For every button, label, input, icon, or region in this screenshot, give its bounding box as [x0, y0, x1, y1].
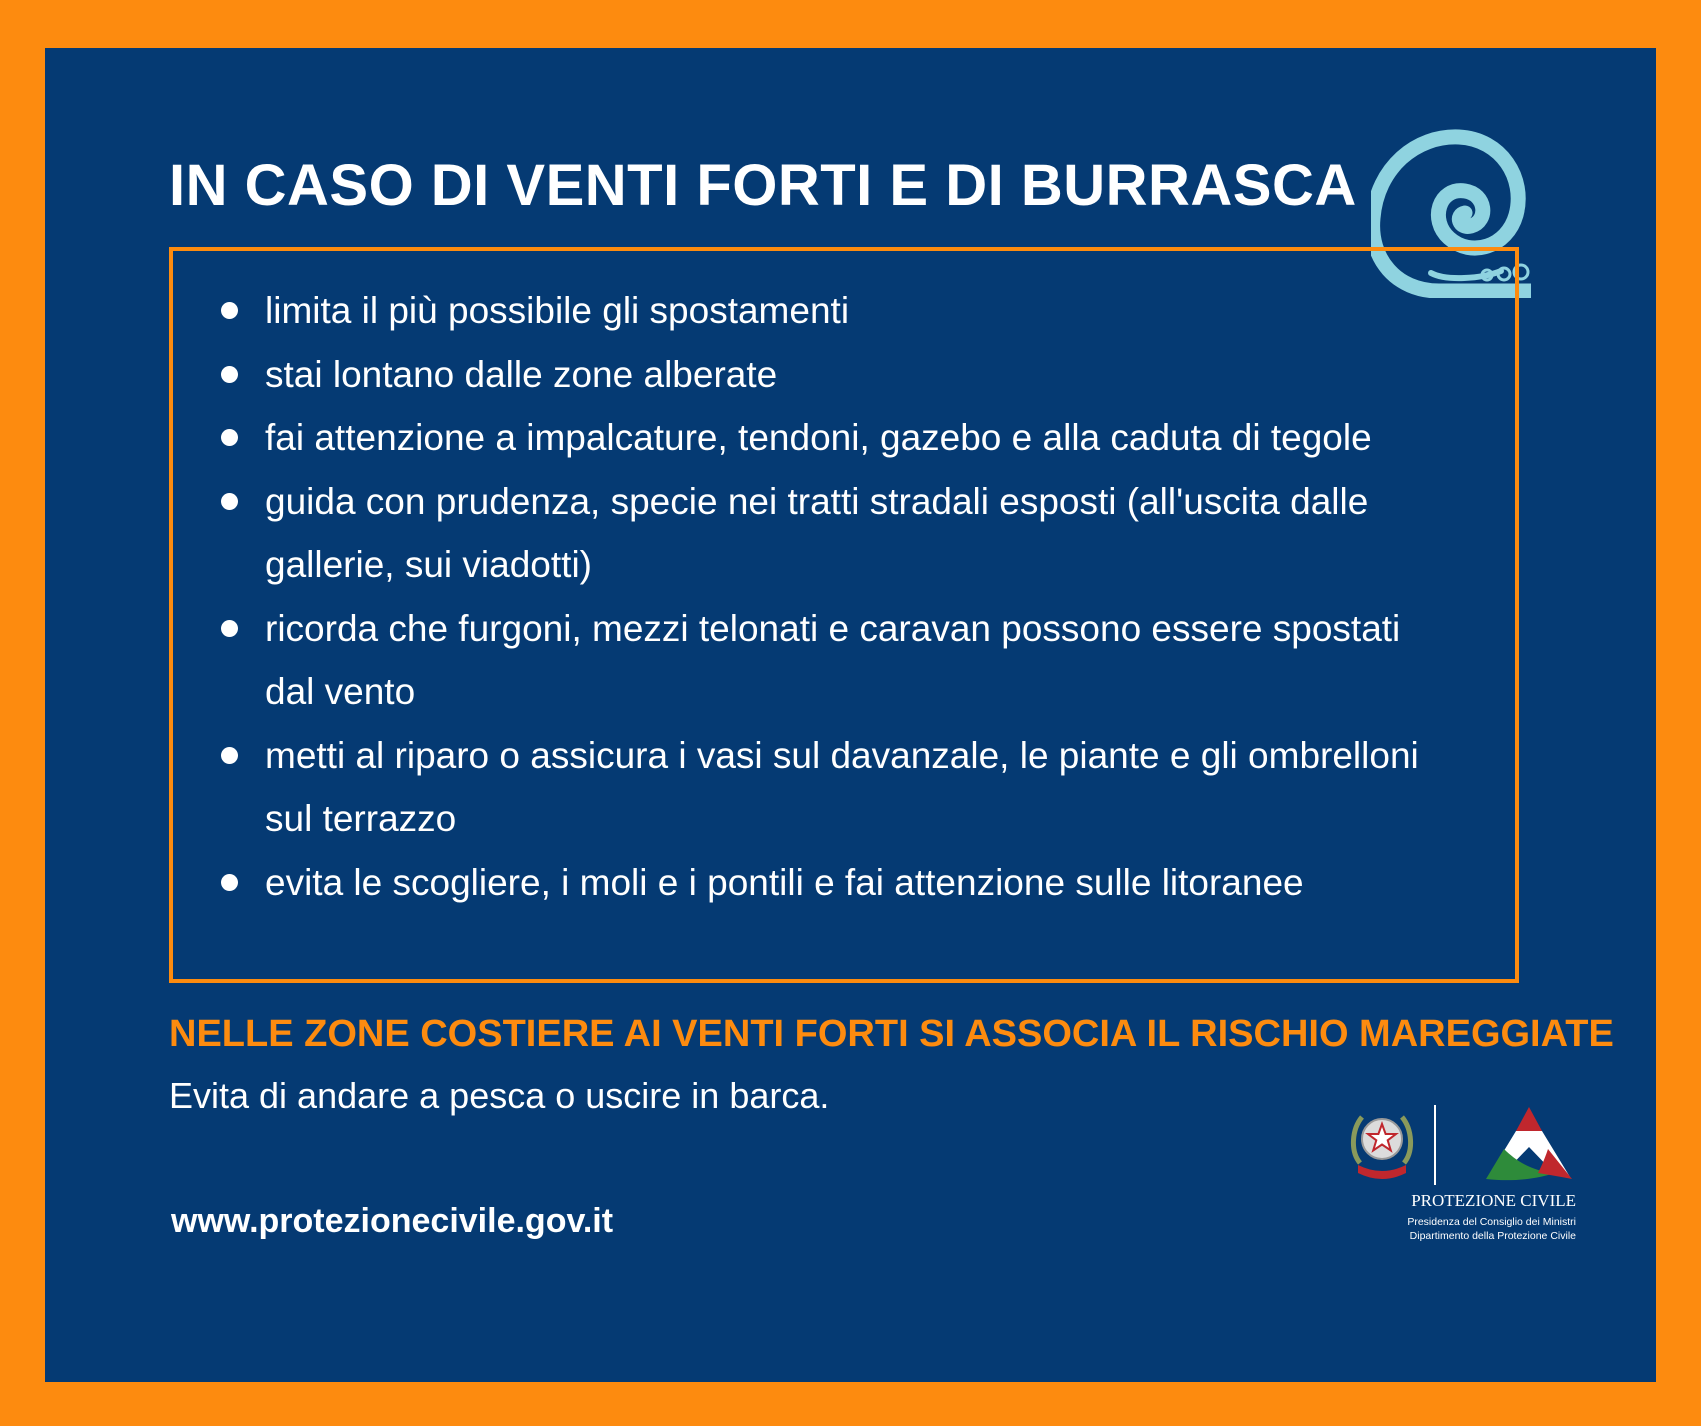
bullet-icon	[221, 493, 238, 510]
bullet-icon	[221, 366, 238, 383]
bullet-icon	[221, 302, 238, 319]
tip-item	[265, 851, 1455, 915]
tip-item	[265, 724, 1455, 851]
protezione-civile-symbol-icon	[1482, 1103, 1576, 1183]
logo-subtitle-1: Presidenza del Consiglio dei Ministri	[1407, 1216, 1576, 1228]
tips-box	[169, 247, 1519, 983]
italian-republic-emblem-icon	[1350, 1103, 1414, 1183]
bullet-icon	[221, 620, 238, 637]
logo-subtitle-2: Dipartimento della Protezione Civile	[1409, 1230, 1576, 1242]
tip-text: evita le scogliere, i moli e i pontili e fai attenzione sulle litoranee	[265, 861, 1304, 903]
logo-divider	[1434, 1105, 1436, 1185]
tip-text: metti al riparo o assicura i vasi sul davanzale, le piante e gli ombrelloni sul terrazzo	[265, 734, 1419, 839]
coastal-risk-heading: NELLE ZONE COSTIERE AI VENTI FORTI SI ASSOCIA IL RISCHIO MAREGGIATE	[169, 1013, 1614, 1055]
bullet-icon	[221, 429, 238, 446]
bullet-icon	[221, 747, 238, 764]
logo-name: PROTEZIONE CIVILE	[1411, 1191, 1576, 1210]
tip-text: fai attenzione a impalcature, tendoni, gazebo e alla caduta di tegole	[265, 417, 1372, 458]
tip-text: stai lontano dalle zone alberate	[265, 353, 778, 395]
tip-item	[265, 470, 1455, 597]
tip-text: ricorda che furgoni, mezzi telonati e caravan possono essere spostati dal vento	[265, 607, 1401, 712]
coastal-advice: Evita di andare a pesca o uscire in barca.	[169, 1075, 830, 1116]
tip-text: guida con prudenza, specie nei tratti stradali esposti (all'uscita dalle gallerie, sui viadotti)	[265, 480, 1369, 585]
website-link[interactable]: www.protezionecivile.gov.it	[171, 1202, 614, 1240]
tip-item	[265, 406, 1455, 470]
bullet-icon	[221, 874, 238, 891]
tip-item	[265, 279, 1455, 343]
protezione-civile-logo	[1350, 1103, 1576, 1303]
page-title: IN CASO DI VENTI FORTI E DI BURRASCA	[169, 153, 1357, 218]
tip-item	[265, 597, 1455, 724]
tip-text: limita il più possibile gli spostamenti	[265, 290, 850, 331]
tips-list	[173, 251, 1515, 914]
poster	[45, 48, 1656, 1382]
tip-item	[265, 343, 1455, 407]
